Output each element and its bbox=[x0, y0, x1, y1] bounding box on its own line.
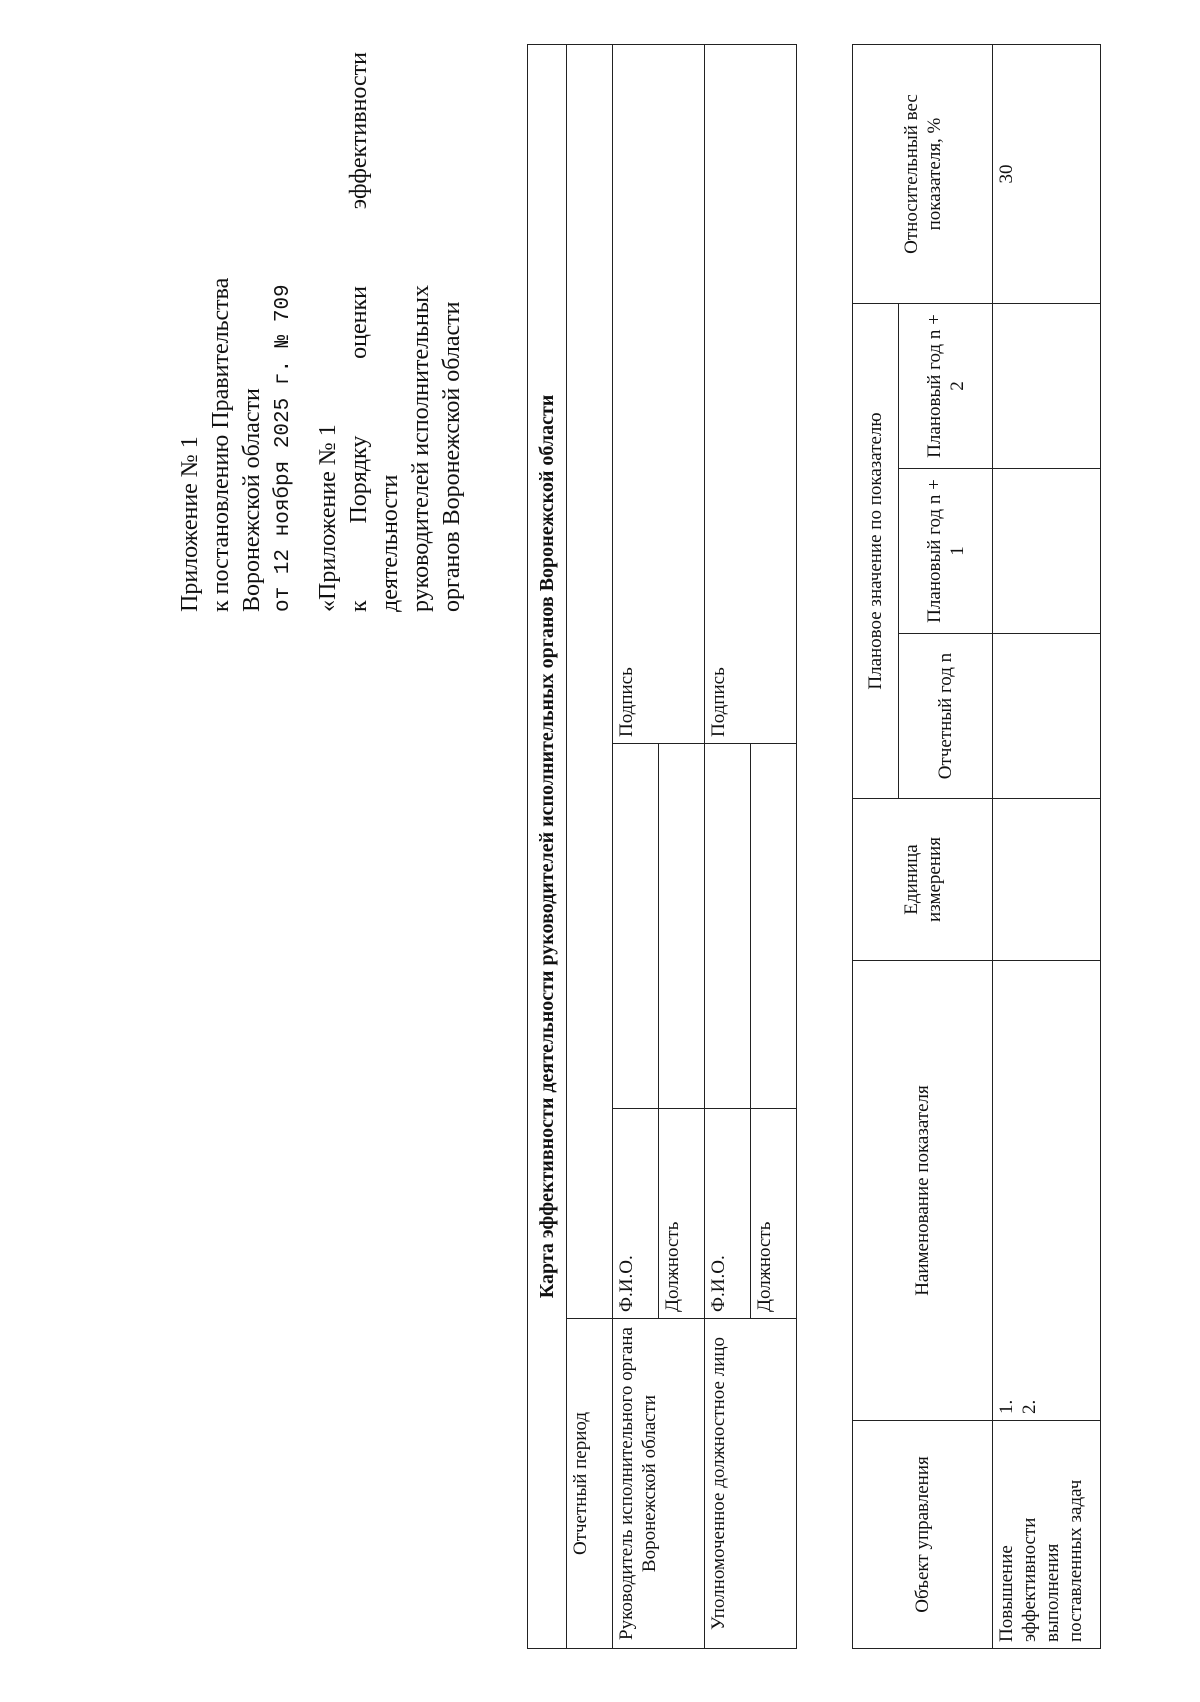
col-year-n2: Плановый год n + 2 bbox=[899, 304, 993, 469]
efficiency-card-table bbox=[527, 44, 797, 1649]
reporting-period-value bbox=[567, 44, 613, 1318]
col-indicator-name: Наименование показателя bbox=[853, 961, 993, 1421]
approval-block bbox=[175, 52, 468, 612]
authorized-label: Уполномоченное должностное лицо bbox=[705, 1319, 797, 1649]
auth-position-value bbox=[751, 744, 797, 1109]
row-indicator-name bbox=[993, 961, 1101, 1421]
indicator-item-2: 2. bbox=[1019, 1399, 1040, 1414]
procedure-ref-2: деятельности bbox=[377, 474, 403, 612]
col-weight: Относительный вес показателя, % bbox=[853, 45, 993, 304]
row-year-n bbox=[993, 634, 1101, 799]
card-title: Карта эффективности деятельности руководителей исполнительных органов Воронежской области bbox=[528, 44, 567, 1648]
auth-position-label: Должность bbox=[751, 1109, 797, 1319]
auth-fio-value bbox=[705, 744, 751, 1109]
resolution-ref: к постановлению Правительства bbox=[208, 277, 234, 612]
procedure-ref: к Порядку оценки эффективности bbox=[346, 52, 372, 612]
head-position-value bbox=[659, 744, 705, 1109]
region-name: Воронежской области bbox=[239, 388, 265, 612]
reporting-period-label: Отчетный период bbox=[567, 1319, 613, 1649]
table-row bbox=[993, 45, 1101, 1649]
head-signature: Подпись bbox=[613, 44, 705, 743]
row-weight: 30 bbox=[993, 45, 1101, 304]
row-year-n2 bbox=[993, 304, 1101, 469]
appendix-number: Приложение № 1 bbox=[177, 436, 203, 612]
auth-signature: Подпись bbox=[705, 44, 797, 743]
head-fio-value bbox=[613, 744, 659, 1109]
head-label: Руководитель исполнительного органа Воронежской области bbox=[613, 1319, 705, 1649]
resolution-date: от 12 ноября 2025 г. № 709 bbox=[272, 284, 295, 612]
row-object: Повышение эффективности выполнения поставленных задач bbox=[993, 1421, 1101, 1649]
col-object: Объект управления bbox=[853, 1421, 993, 1649]
col-year-n1: Плановый год n + 1 bbox=[899, 469, 993, 634]
col-unit: Единица измерения bbox=[853, 799, 993, 961]
procedure-ref-3: руководителей исполнительных bbox=[408, 285, 434, 612]
row-unit bbox=[993, 799, 1101, 961]
col-year-n: Отчетный год n bbox=[899, 634, 993, 799]
procedure-ref-4: органов Воронежской области bbox=[439, 301, 465, 612]
head-fio-label: Ф.И.О. bbox=[613, 1109, 659, 1319]
indicator-item-1: 1. bbox=[996, 1399, 1017, 1414]
auth-fio-label: Ф.И.О. bbox=[705, 1109, 751, 1319]
procedure-appendix: «Приложение № 1 bbox=[315, 424, 341, 612]
col-planned-value: Плановое значение по показателю bbox=[853, 304, 899, 799]
head-position-label: Должность bbox=[659, 1109, 705, 1319]
row-year-n1 bbox=[993, 469, 1101, 634]
indicators-table bbox=[852, 44, 1101, 1649]
